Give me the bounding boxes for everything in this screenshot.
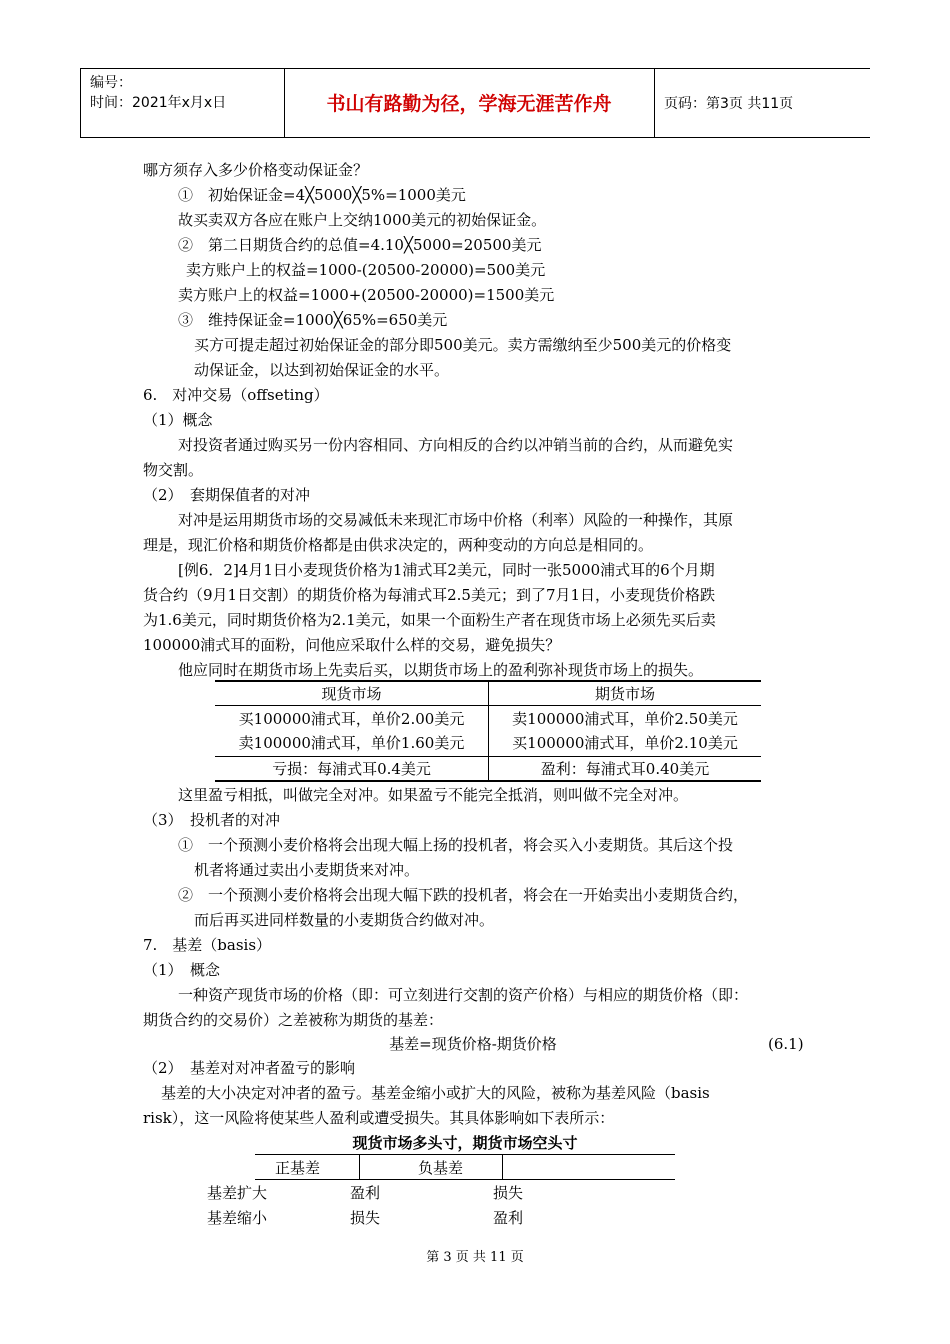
table-cell: 损失 bbox=[350, 1209, 381, 1227]
page-footer: 第 3 页 共 11 页 bbox=[426, 1250, 524, 1265]
text-line: 货合约（9月1日交割）的期货价格为每浦式耳2.5美元；到了7月1日，小麦现货价格跌 bbox=[143, 586, 716, 604]
table-row-label: 基差缩小 bbox=[207, 1209, 268, 1227]
text-line: 卖方账户上的权益=1000+(20500-20000)=1500美元 bbox=[178, 286, 555, 304]
text-line: [例6．2]4月1日小麦现货价格为1浦式耳2美元，同时一张5000浦式耳的6个月期 bbox=[178, 561, 715, 579]
page-header bbox=[80, 68, 870, 138]
text-line: 对冲是运用期货市场的交易减低未来现汇市场中价格（利率）风险的一种操作，其原 bbox=[178, 511, 734, 529]
header-left-block bbox=[90, 73, 226, 113]
table-header-spot: 现货市场 bbox=[321, 685, 382, 703]
section-heading: 6. 对冲交易（offseting） bbox=[143, 386, 329, 404]
text-line: 为1.6美元，同时期货价格为2.1美元，如果一个面粉生产者在现货市场上必须先买后卖 bbox=[143, 611, 716, 629]
table-cell: 买100000浦式耳，单价2.00美元 bbox=[238, 710, 465, 728]
subsection-heading: （2） 基差对对冲者盈亏的影响 bbox=[143, 1059, 356, 1077]
text-line: risk），这一风险将使某些人盈利或遭受损失。其具体影响如下表所示： bbox=[143, 1109, 615, 1127]
text-line: 这里盈亏相抵，叫做完全对冲。如果盈亏不能完全抵消，则叫做不完全对冲。 bbox=[178, 786, 689, 804]
subsection-heading: （3） 投机者的对冲 bbox=[143, 811, 281, 829]
header-divider-2 bbox=[654, 69, 655, 137]
table-column-divider bbox=[502, 1155, 503, 1179]
subsection-heading: （1） 概念 bbox=[143, 961, 221, 979]
text-line: 一种资产现货市场的价格（即：可立刻进行交割的资产价格）与相应的期货价格（即： bbox=[178, 986, 749, 1004]
table-row-label: 基差扩大 bbox=[207, 1184, 268, 1202]
section-heading: 7. 基差（basis） bbox=[143, 936, 272, 954]
table-cell: 卖100000浦式耳，单价1.60美元 bbox=[238, 734, 465, 752]
text-line: 哪方须存入多少价格变动保证金？ bbox=[143, 161, 369, 179]
table-cell: 买100000浦式耳，单价2.10美元 bbox=[512, 734, 738, 752]
table-cell: 盈利 bbox=[350, 1184, 381, 1202]
text-line: 机者将通过卖出小麦期货来对冲。 bbox=[194, 861, 420, 879]
table-cell: 盈利 bbox=[493, 1209, 524, 1227]
text-line: 基差的大小决定对冲者的盈亏。基差金缩小或扩大的风险，被称为基差风险（basis bbox=[161, 1084, 710, 1102]
text-line: 动保证金，以达到初始保证金的水平。 bbox=[194, 361, 450, 379]
table-rule-bottom bbox=[215, 780, 761, 782]
text-line: ① 一个预测小麦价格将会出现大幅上扬的投机者，将会买入小麦期货。其后这个投 bbox=[178, 836, 734, 854]
table-header-positive-basis: 正基差 bbox=[275, 1159, 321, 1177]
text-line: 他应同时在期货市场上先卖后买，以期货市场上的盈利弥补现货市场上的损失。 bbox=[178, 661, 704, 679]
subsection-heading: （1）概念 bbox=[143, 411, 213, 429]
table-header-futures: 期货市场 bbox=[594, 685, 655, 703]
text-line: ① 初始保证金=4╳5000╳5%=1000美元 bbox=[178, 186, 466, 204]
table-header-negative-basis: 负基差 bbox=[418, 1159, 464, 1177]
header-motto: 书山有路勤为径，学海无涯苦作舟 bbox=[326, 93, 612, 115]
text-line: 对投资者通过购买另一份内容相同、方向相反的合约以冲销当前的合约，从而避免实 bbox=[178, 436, 734, 454]
formula-text: 基差=现货价格-期货价格 bbox=[389, 1035, 557, 1053]
text-line: ③ 维持保证金=1000╳65%=650美元 bbox=[178, 311, 448, 329]
table-cell: 盈利：每浦式耳0.40美元 bbox=[540, 760, 710, 778]
table-cell: 损失 bbox=[493, 1184, 524, 1202]
header-page-label: 页码：第3页 共11页 bbox=[664, 96, 794, 112]
text-line: 卖方账户上的权益=1000-(20500-20000)=500美元 bbox=[186, 261, 546, 279]
header-number-label: 编号： bbox=[90, 75, 132, 91]
table-column-divider bbox=[359, 1155, 360, 1179]
table-cell: 卖100000浦式耳，单价2.50美元 bbox=[512, 710, 738, 728]
text-line: 理是，现汇价格和期货价格都是由供求决定的，两种变动的方向总是相同的。 bbox=[143, 536, 654, 554]
formula-number: (6.1) bbox=[768, 1035, 804, 1053]
header-border-left bbox=[80, 69, 81, 137]
text-line: 物交割。 bbox=[143, 461, 204, 479]
text-line: ② 第二日期货合约的总值=4.10╳5000=20500美元 bbox=[178, 236, 542, 254]
text-line: 而后再买进同样数量的小麦期货合约做对冲。 bbox=[194, 911, 495, 929]
subsection-heading: （2） 套期保值者的对冲 bbox=[143, 486, 311, 504]
text-line: 买方可提走超过初始保证金的部分即500美元。卖方需缴纳至少500美元的价格变 bbox=[194, 336, 732, 354]
table-cell: 亏损：每浦式耳0.4美元 bbox=[272, 760, 431, 778]
text-line: 100000浦式耳的面粉，问他应采取什么样的交易，避免损失？ bbox=[143, 636, 561, 654]
table-rule bbox=[255, 1154, 675, 1155]
header-time-label: 时间：2021年x月x日 bbox=[90, 95, 227, 111]
basis-table-title: 现货市场多头寸，期货市场空头寸 bbox=[352, 1134, 578, 1152]
text-line: 故买卖双方各应在账户上交纳1000美元的初始保证金。 bbox=[178, 211, 547, 229]
text-line: ② 一个预测小麦价格将会出现大幅下跌的投机者，将会在一开始卖出小麦期货合约， bbox=[178, 886, 749, 904]
text-line: 期货合约的交易价）之差被称为期货的基差： bbox=[143, 1011, 444, 1029]
table-rule bbox=[255, 1179, 675, 1180]
